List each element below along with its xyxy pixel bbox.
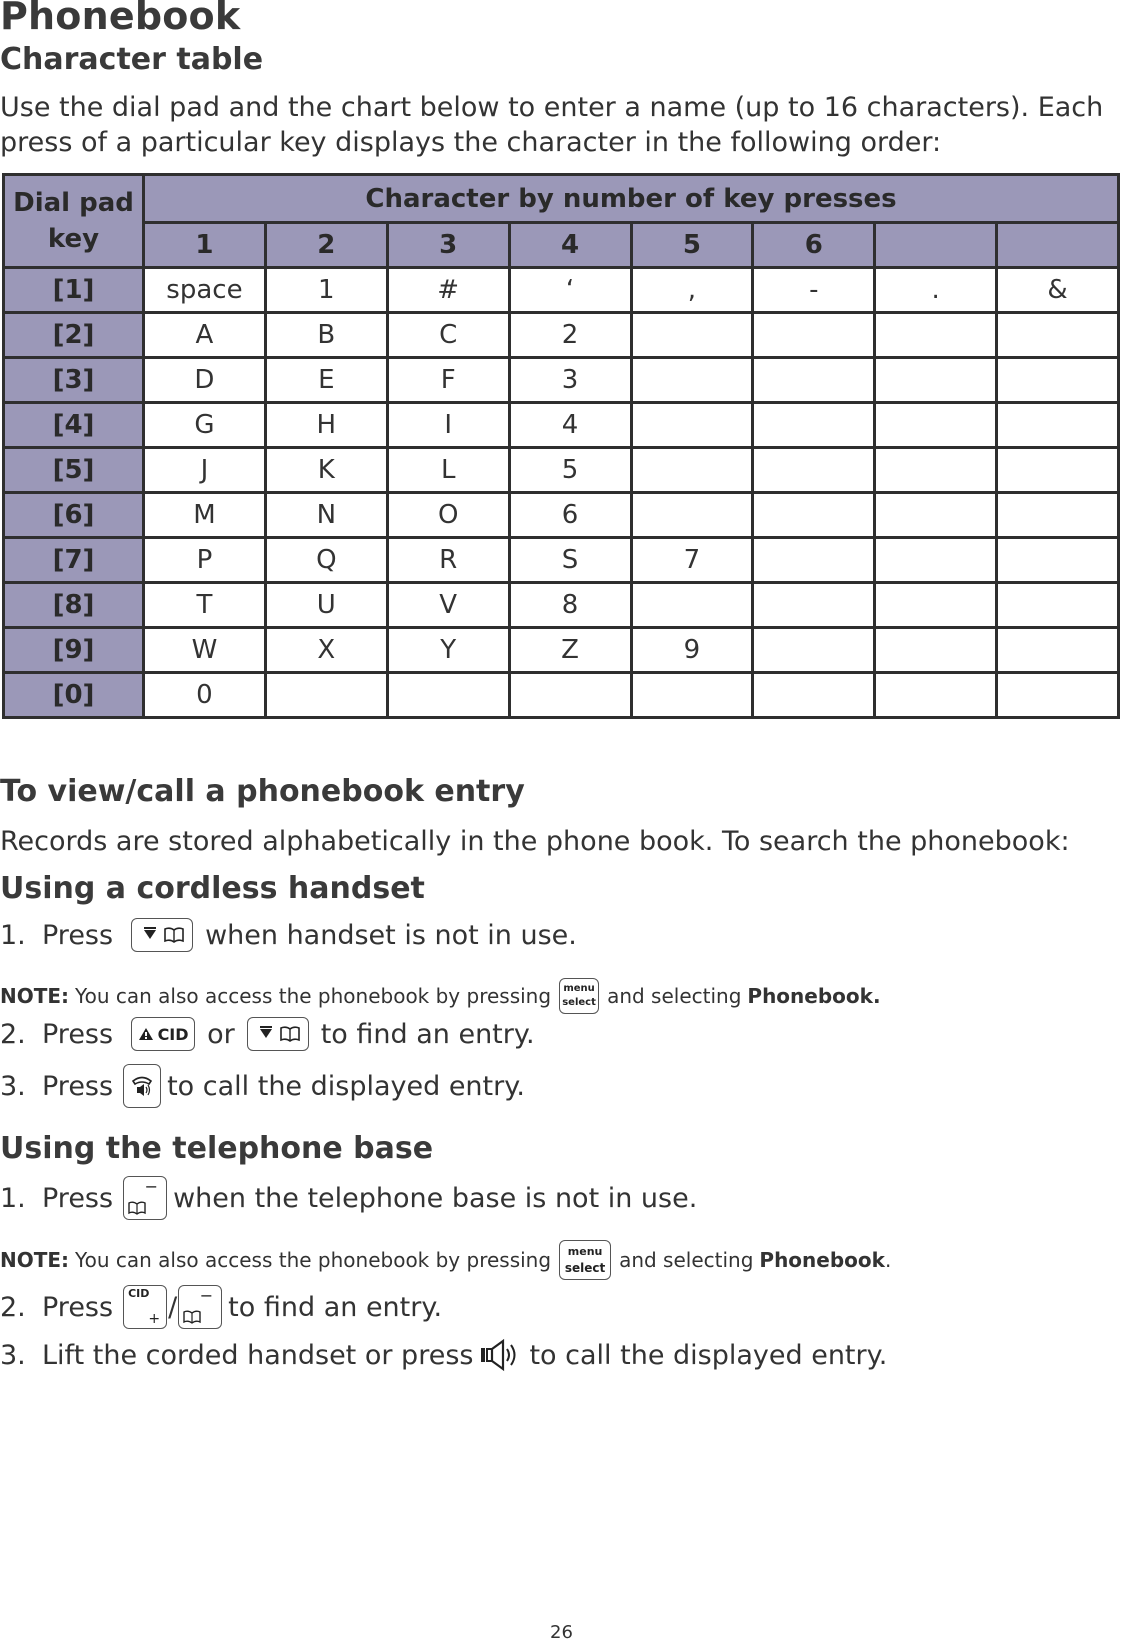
base-step-2 [0,1285,442,1329]
note-and-text: and selecting [607,984,742,1008]
dial-key-cell: [6] [4,493,144,538]
note-text: You can also access the phonebook by pressing [75,1248,552,1272]
step-text: when handset is not in use. [205,919,577,951]
character-cell: 8 [509,583,631,628]
dial-key-cell: [1] [4,268,144,313]
character-cell: , [631,268,753,313]
character-cell [631,313,753,358]
character-cell: 9 [631,628,753,673]
character-table [2,173,1120,719]
character-cell: J [144,448,266,493]
character-cell: U [265,583,387,628]
press-number-header: 3 [387,223,509,268]
character-cell [753,358,875,403]
character-cell [753,628,875,673]
press-number-header: 5 [631,223,753,268]
down-phonebook-icon [254,1023,302,1045]
character-cell [997,403,1119,448]
character-cell [997,313,1119,358]
character-cell: B [265,313,387,358]
character-cell: X [265,628,387,673]
character-cell: 3 [509,358,631,403]
press-number-header: 6 [753,223,875,268]
down-phonebook-button[interactable] [247,1017,309,1051]
dial-key-cell: [3] [4,358,144,403]
character-cell: 2 [509,313,631,358]
press-number-header [997,223,1119,268]
character-cell: Y [387,628,509,673]
character-cell: . [875,268,997,313]
step-text: to call the displayed entry. [529,1339,888,1371]
dial-key-cell: [5] [4,448,144,493]
dial-pad-key-header: Dial pad key [4,175,144,268]
down-phonebook-button[interactable] [131,918,193,952]
character-cell [753,313,875,358]
base-speaker-button[interactable] [479,1338,523,1372]
step-press-text: Press [42,1182,114,1214]
minus-sign: − [144,1177,159,1196]
character-cell [631,403,753,448]
table-row [4,313,1119,358]
character-cell [875,538,997,583]
base-cid-plus-button[interactable] [123,1285,167,1329]
base-step-1 [0,1176,697,1220]
step-number: 2. [0,1018,26,1050]
character-cell: W [144,628,266,673]
menu-select-button[interactable] [559,978,599,1014]
character-cell [631,673,753,718]
step-text: to find an entry. [320,1018,535,1050]
character-cell [997,538,1119,583]
character-cell: & [997,268,1119,313]
character-cell [631,583,753,628]
dial-key-cell: [7] [4,538,144,583]
phonebook-icon [183,1310,201,1324]
menu-label: menu [563,983,595,994]
note-label: NOTE: [0,1248,70,1272]
select-label: select [564,1261,606,1275]
character-cell [997,493,1119,538]
step-press-text: Press [42,919,114,951]
character-cell [997,358,1119,403]
handset-note [0,978,881,1014]
phone-speaker-icon [129,1073,155,1099]
character-cell: C [387,313,509,358]
base-minus-phonebook-button[interactable] [123,1176,167,1220]
character-cell: 7 [631,538,753,583]
step-press-text: Press [42,1070,114,1102]
talk-speaker-button[interactable] [123,1064,161,1108]
dial-key-cell: [2] [4,313,144,358]
character-cell [753,673,875,718]
table-row [4,448,1119,493]
step-press-text: Press [42,1018,114,1050]
table-row [4,538,1119,583]
menu-label: menu [567,1245,603,1258]
up-arrow-icon [138,1026,154,1042]
character-cell: ‘ [509,268,631,313]
character-cell: M [144,493,266,538]
character-cell: N [265,493,387,538]
minus-sign: − [199,1286,214,1305]
character-cell [875,358,997,403]
character-cell [997,628,1119,673]
table-row [4,583,1119,628]
note-label: NOTE: [0,984,70,1008]
character-cell [875,673,997,718]
note-target: Phonebook [759,1248,885,1272]
key-presses-header: Character by number of key presses [144,175,1119,223]
character-cell: 5 [509,448,631,493]
character-cell [265,673,387,718]
handset-heading: Using a cordless handset [0,871,425,906]
base-menu-select-button[interactable] [559,1240,611,1280]
character-cell: R [387,538,509,583]
plus-sign: + [148,1311,161,1327]
character-cell [631,358,753,403]
character-cell [997,448,1119,493]
table-row [4,268,1119,313]
base-note [0,1240,891,1280]
character-table-intro-line2: press of a particular key displays the character in the following order: [0,127,942,158]
character-cell [631,448,753,493]
dial-key-cell: [8] [4,583,144,628]
view-call-intro: Records are stored alphabetically in the phone book. To search the phonebook: [0,826,1070,857]
character-cell: space [144,268,266,313]
press-number-header: 2 [265,223,387,268]
character-cell: V [387,583,509,628]
step-text: when the telephone base is not in use. [173,1182,698,1214]
character-cell: E [265,358,387,403]
character-cell [997,583,1119,628]
character-cell: G [144,403,266,448]
cid-label: CID [157,1024,189,1044]
step-text: to call the displayed entry. [167,1070,525,1102]
handset-step-3 [0,1064,525,1108]
character-cell: F [387,358,509,403]
character-cell: H [265,403,387,448]
note-and-text: and selecting [619,1248,754,1272]
press-number-header: 4 [509,223,631,268]
character-table-intro-line1: Use the dial pad and the chart below to enter a name (up to 16 characters). Each [0,92,1104,123]
dial-key-cell: [9] [4,628,144,673]
character-cell [753,538,875,583]
character-cell [875,403,997,448]
speaker-icon [479,1338,523,1372]
character-cell: 1 [265,268,387,313]
character-cell: 0 [144,673,266,718]
character-cell [753,403,875,448]
step-number: 1. [0,919,26,951]
step-text: to find an entry. [228,1291,443,1323]
base-step-3 [0,1338,887,1372]
up-cid-button[interactable] [131,1017,195,1051]
character-cell: Q [265,538,387,583]
handset-step-2 [0,1017,535,1051]
table-row [4,628,1119,673]
base-heading: Using the telephone base [0,1131,434,1166]
character-cell: Z [509,628,631,673]
view-call-heading: To view/call a phonebook entry [0,774,525,809]
step-number: 3. [0,1070,26,1102]
page-title: Phonebook [0,0,241,38]
base-minus-phonebook-button[interactable] [178,1285,222,1329]
character-cell [753,493,875,538]
character-cell [753,448,875,493]
slash-text: / [168,1291,178,1323]
handset-step-1 [0,918,577,952]
press-number-header [875,223,997,268]
character-cell: 4 [509,403,631,448]
or-text: or [207,1018,235,1050]
character-cell [631,493,753,538]
table-row [4,673,1119,718]
character-cell: L [387,448,509,493]
step-text-pre: Lift the corded handset or press [42,1339,474,1371]
page-number: 26 [550,1622,573,1643]
note-text: You can also access the phonebook by pressing [75,984,552,1008]
character-cell: P [144,538,266,583]
dial-key-cell: [4] [4,403,144,448]
press-number-header: 1 [144,223,266,268]
character-cell [875,493,997,538]
character-table-heading: Character table [0,42,264,77]
step-number: 2. [0,1291,26,1323]
select-label: select [562,997,596,1008]
character-cell [997,673,1119,718]
character-cell [875,628,997,673]
character-cell: # [387,268,509,313]
table-row [4,358,1119,403]
character-cell [875,313,997,358]
dial-key-cell: [0] [4,673,144,718]
character-cell [875,448,997,493]
character-cell: D [144,358,266,403]
step-press-text: Press [42,1291,114,1323]
character-cell: S [509,538,631,583]
table-row [4,403,1119,448]
note-target: Phonebook. [747,984,881,1008]
table-row [4,493,1119,538]
cid-label: CID [128,1287,150,1300]
down-phonebook-icon [138,924,186,946]
character-cell: I [387,403,509,448]
character-cell: 6 [509,493,631,538]
character-cell: T [144,583,266,628]
phonebook-icon [128,1201,146,1215]
character-cell: A [144,313,266,358]
step-number: 1. [0,1182,26,1214]
character-cell: K [265,448,387,493]
character-cell [753,583,875,628]
note-end: . [884,1248,892,1272]
character-cell: - [753,268,875,313]
character-cell [509,673,631,718]
character-cell: O [387,493,509,538]
character-cell [875,583,997,628]
character-cell [387,673,509,718]
step-number: 3. [0,1339,26,1371]
